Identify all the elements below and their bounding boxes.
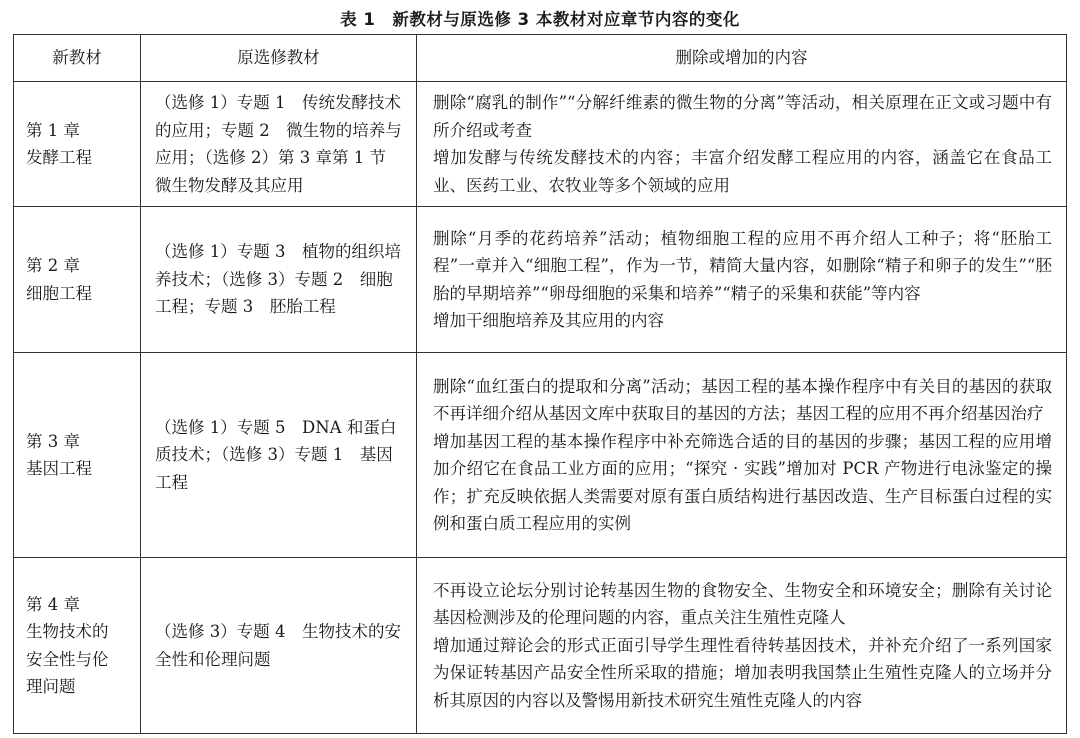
old-textbook-cell: （选修 1）专题 5 DNA 和蛋白质技术；（选修 3）专题 1 基因工程: [141, 352, 417, 558]
chapter-cell: 第 1 章 发酵工程: [14, 82, 141, 207]
table-title: 表 1 新教材与原选修 3 本教材对应章节内容的变化: [340, 10, 740, 29]
chapter-cell: 第 4 章 生物技术的 安全性与伦 理问题: [14, 558, 141, 734]
chapter-cell: 第 2 章 细胞工程: [14, 207, 141, 352]
changes-cell: 删除“血红蛋白的提取和分离”活动；基因工程的基本操作程序中有关目的基因的获取不再详细介绍从基因文库中获取目的基因的方法；基因工程的应用不再介绍基因治疗 增加基因工程的基本操作程序中补充筛选合适的目的基因的步骤；基因工程的应用增加介绍它在食品工业方面的应用；“探究 · 实践”增加对 PCR 产物进行电泳鉴定的操作；扩充反映依据人类需要对原有蛋白质结构进行基因改造、生产目标蛋白过程的实例和蛋白质工程应用的实例: [417, 352, 1067, 558]
table-row: [14, 207, 1067, 352]
old-textbook-cell: （选修 3）专题 4 生物技术的安全性和伦理问题: [141, 558, 417, 734]
header-changes: 删除或增加的内容: [417, 35, 1067, 82]
changes-cell: 不再设立论坛分别讨论转基因生物的食物安全、生物安全和环境安全；删除有关讨论基因检测涉及的伦理问题的内容，重点关注生殖性克隆人 增加通过辩论会的形式正面引导学生理性看待转基因技术，并补充介绍了一系列国家为保证转基因产品安全性所采取的措施；增加表明我国禁止生殖性克隆人的立场并分析其原因的内容以及警惕用新技术研究生殖性克隆人的内容: [417, 558, 1067, 734]
old-textbook-cell: （选修 1）专题 1 传统发酵技术的应用；专题 2 微生物的培养与应用；（选修 2）第 3 章第 1 节 微生物发酵及其应用: [141, 82, 417, 207]
table-row: [14, 558, 1067, 734]
header-old-textbook: 原选修教材: [141, 35, 417, 82]
table-row: [14, 82, 1067, 207]
comparison-table: [13, 34, 1067, 734]
changes-cell: 删除“月季的花药培养”活动；植物细胞工程的应用不再介绍人工种子；将“胚胎工程”一章并入“细胞工程”，作为一节，精简大量内容，如删除“精子和卵子的发生”“胚胎的早期培养”“卵母细胞的采集和培养”“精子的采集和获能”等内容 增加干细胞培养及其应用的内容: [417, 207, 1067, 352]
table-row: [14, 352, 1067, 558]
changes-cell: 删除“腐乳的制作”“分解纤维素的微生物的分离”等活动，相关原理在正文或习题中有所介绍或考查 增加发酵与传统发酵技术的内容；丰富介绍发酵工程应用的内容，涵盖它在食品工业、医药工业、农牧业等多个领域的应用: [417, 82, 1067, 207]
table-header-row: [14, 35, 1067, 82]
header-new-textbook: 新教材: [14, 35, 141, 82]
chapter-cell: 第 3 章 基因工程: [14, 352, 141, 558]
old-textbook-cell: （选修 1）专题 3 植物的组织培养技术；（选修 3）专题 2 细胞工程；专题 3 胚胎工程: [141, 207, 417, 352]
